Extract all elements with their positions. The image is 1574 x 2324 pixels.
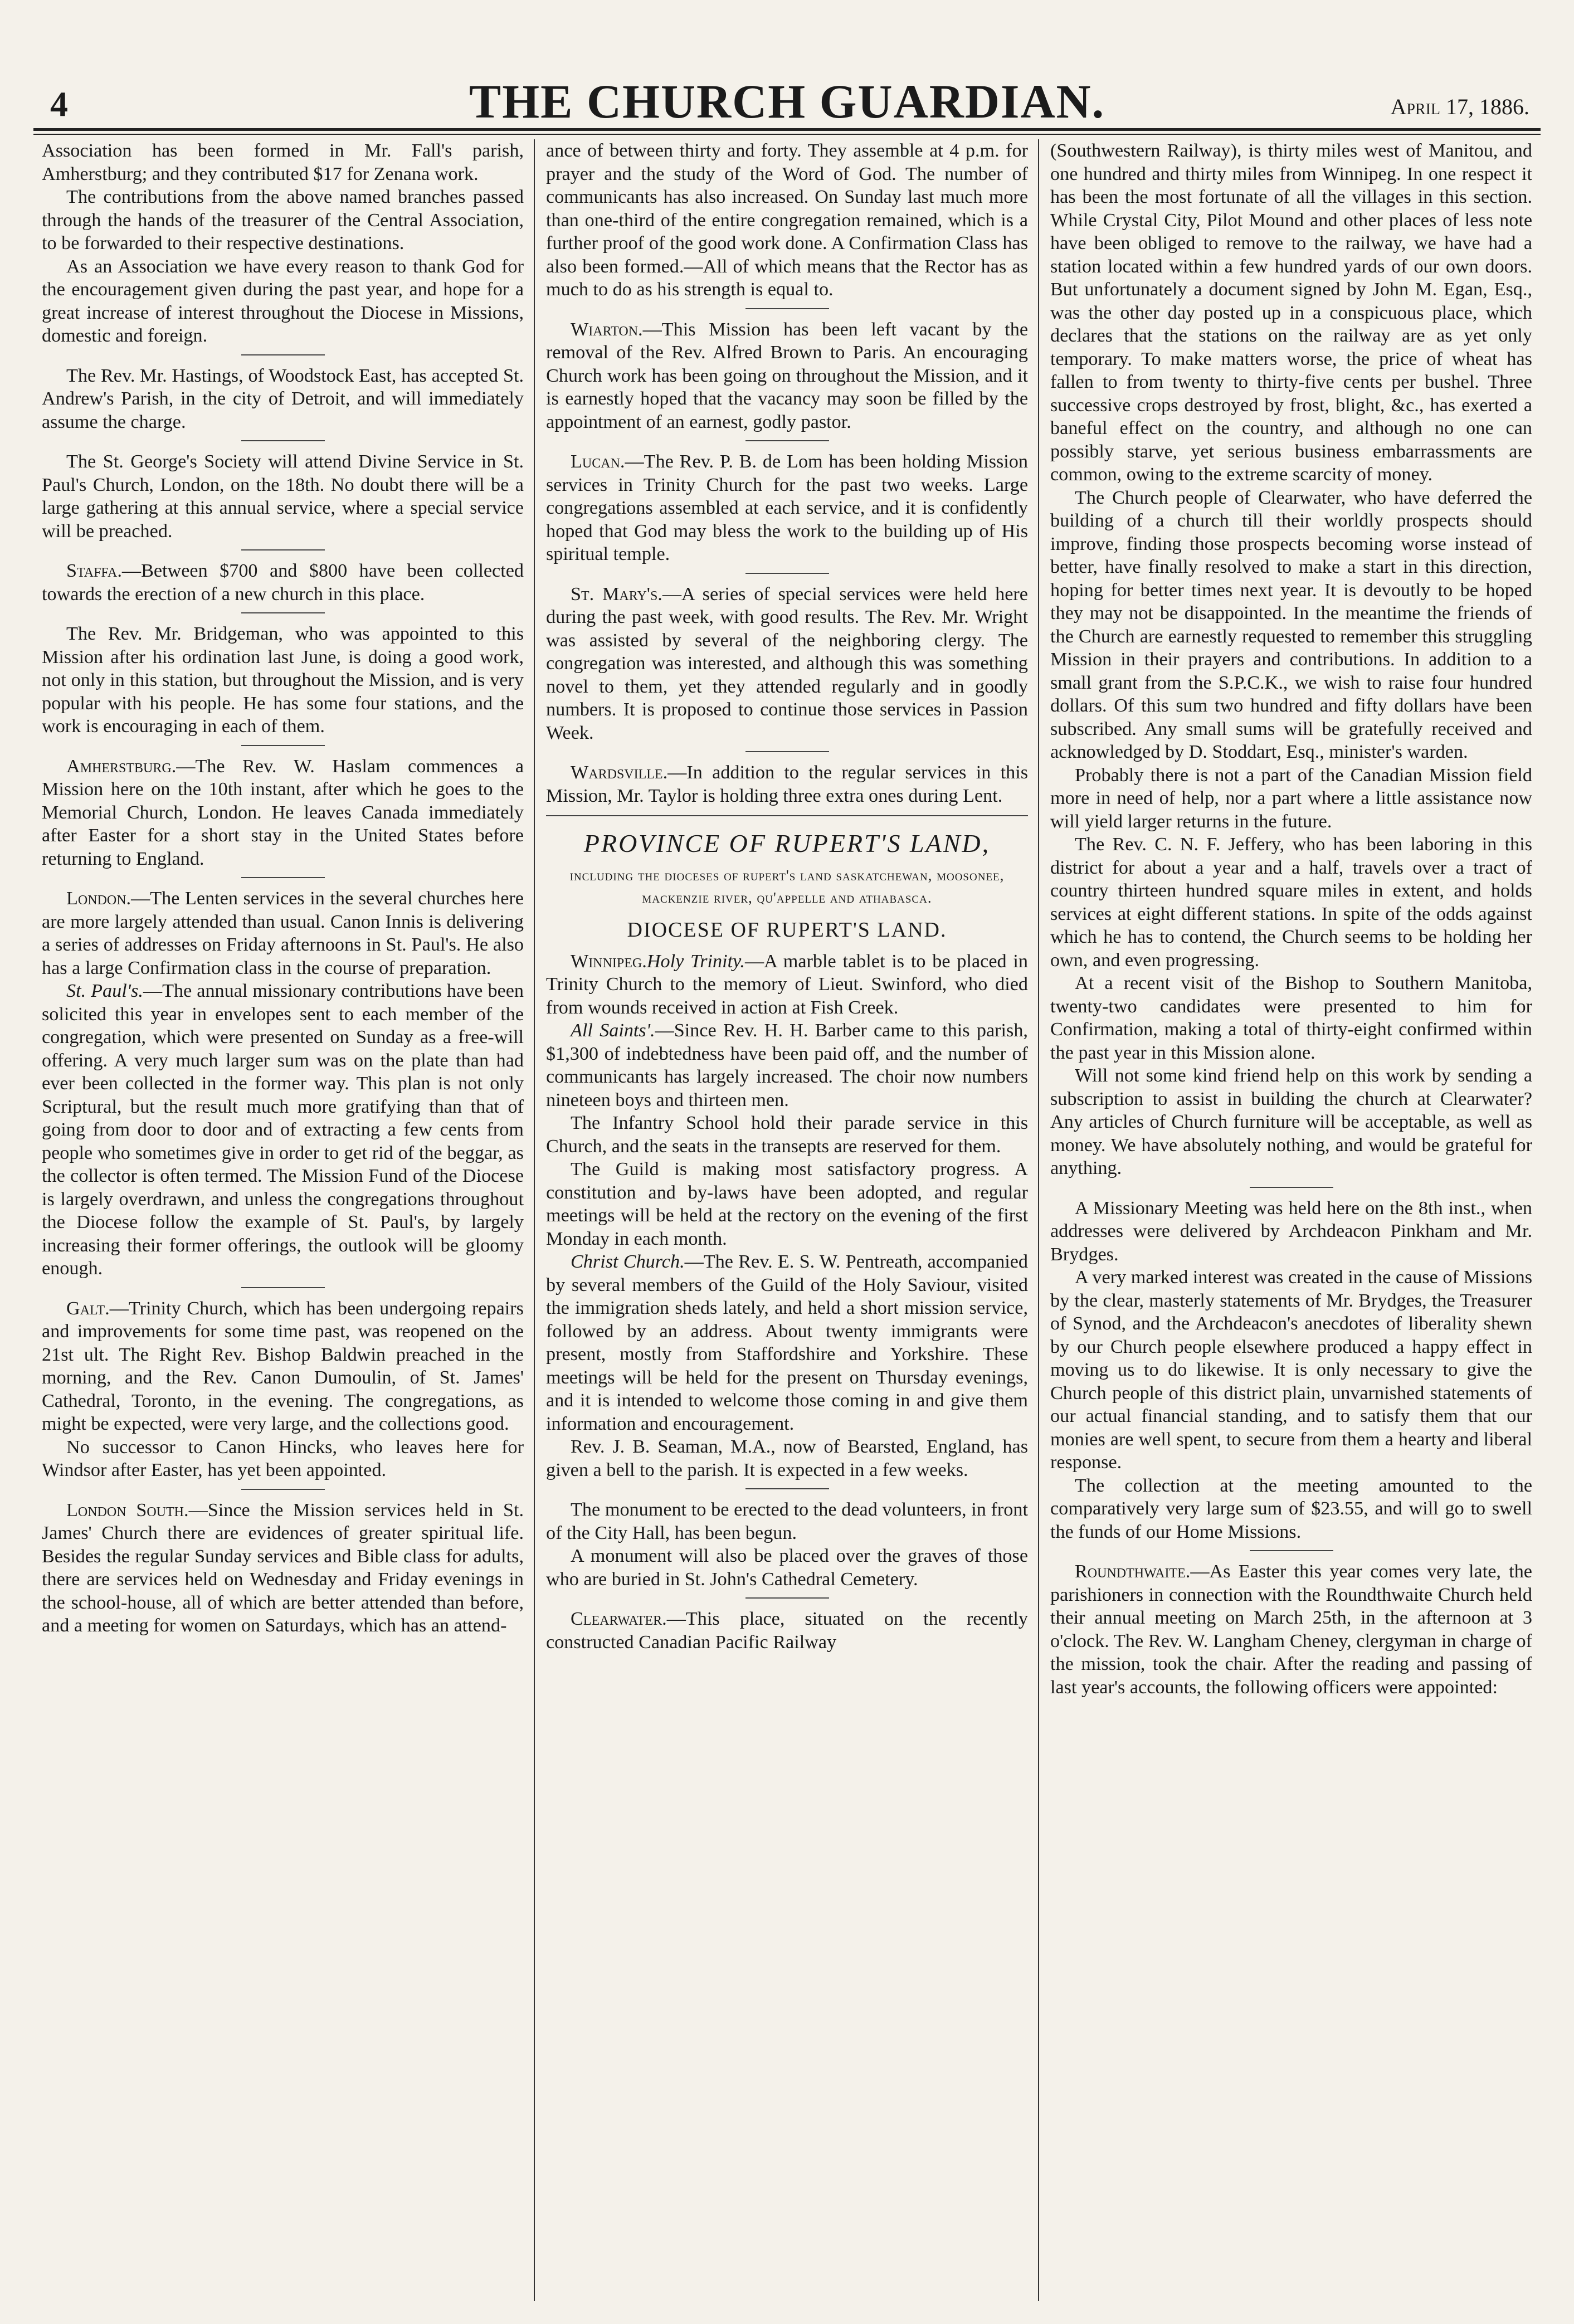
article-paragraph: [42, 1499, 524, 1638]
article-paragraph: [42, 450, 524, 543]
paragraph-text: —In addition to the regular services in this Mission, Mr. Taylor is holding three extra ones during Lent.: [546, 762, 1028, 806]
paragraph-separator: [745, 1488, 829, 1489]
article-paragraph: [546, 1250, 1028, 1435]
article-paragraph: [1050, 1266, 1532, 1474]
article-paragraph: [1050, 1064, 1532, 1180]
paragraph-text: The Rev. Mr. Bridgeman, who was appointed to this Mission after his ordination last June, is doing a good work, not only in this station, but throughout the Mission, and is very popular with his people. He has some four stations, and the work is encouraging in each of them.: [42, 623, 524, 737]
dateline: Galt.: [66, 1298, 110, 1319]
article-paragraph: [1050, 1197, 1532, 1266]
subheading: Holy Trinity.: [646, 951, 745, 972]
dateline: Wiarton.: [571, 319, 643, 340]
article-paragraph: [546, 1019, 1028, 1112]
paragraph-text: The Infantry School hold their parade service in this Church, and the seats in the transepts are reserved for them.: [546, 1113, 1028, 1157]
paragraph-text: —Since the Mission services held in St. James' Church there are evidences of greater spiritual life. Besides the regular Sunday services and Bible class for adults, there are services held on Wednesday and Friday evenings in the school-house, all of which are better attended than before, and a meeting for women on Saturdays, which has an attend-: [42, 1499, 524, 1636]
article-paragraph: [546, 1158, 1028, 1250]
paragraph-text: Will not some kind friend help on this work by sending a subscription to assist in building the church at Clearwater? Any articles of Church furniture will be acceptable, as well as money. We have absolutely nothing, and would be grateful for anything.: [1050, 1065, 1532, 1178]
article-paragraph: [42, 139, 524, 186]
paragraph-separator: [1250, 1187, 1333, 1188]
article-paragraph: [546, 450, 1028, 566]
article-paragraph: [546, 761, 1028, 807]
article-paragraph: [42, 1297, 524, 1436]
dateline: Clearwater.: [571, 1609, 667, 1629]
article-paragraph: [1050, 764, 1532, 834]
masthead: [33, 61, 1541, 131]
paragraph-text: (Southwestern Railway), is thirty miles west of Manitou, and one hundred and thirty miles from Winnipeg. In one respect it has been the most fortunate of all the villages in this section. While Crystal City, Pilot Mound and other places of less note have been obliged to remove to the railway, we have had a station located within a few hundred yards of our own doors. But unfortunately a document signed by John M. Egan, Esq., was the other day posted up in a conspicuous place, which declares that the stations on the railway are as yet only temporary. To make matters worse, the price of wheat has fallen to from twenty to thirty-five cents per bushel. Three successive crops destroyed by frost, blight, &c., has exerted a baneful effect on the country, and although no one can possibly starve, yet serious business embarrassments are common, owing to the extreme scarcity of money.: [1050, 140, 1532, 485]
paragraph-text: Association has been formed in Mr. Fall's parish, Amherstburg; and they contributed $17 for Zenana work.: [42, 140, 524, 184]
article-paragraph: [546, 1545, 1028, 1591]
article-paragraph: [42, 255, 524, 348]
paragraph-text: Rev. J. B. Seaman, M.A., now of Bearsted, England, has given a bell to the parish. It is expected in a few weeks.: [546, 1436, 1028, 1480]
article-paragraph: [546, 1607, 1028, 1654]
article-paragraph: [546, 950, 1028, 1020]
paragraph-separator: [745, 440, 829, 441]
article-paragraph: [42, 559, 524, 606]
paragraph-text: —This Mission has been left vacant by the removal of the Rev. Alfred Brown to Paris. An encouraging Church work has been going on throughout the Mission, and it is earnestly hoped that the vacancy may soon be filled by the appointment of an earnest, godly pastor.: [546, 319, 1028, 432]
paragraph-text: A very marked interest was created in the cause of Missions by the clear, masterly statements of Mr. Brydges, the Treasurer of Synod, and the Archdeacon's anecdotes of liberality shewn by our Church people elsewhere produced a happy effect in moving us to do likewise. It is only necessary to give the Church people of this district plain, unvarnished statements of our actual financial standing, and to satisfy them that our monies are well spent, to secure from them a hearty and liberal response.: [1050, 1267, 1532, 1473]
article-paragraph: [546, 1498, 1028, 1545]
column-1: [42, 139, 524, 2301]
article-paragraph: [42, 980, 524, 1280]
paragraph-text: A Missionary Meeting was held here on the 8th inst., when addresses were delivered by Archdeacon Pinkham and Mr. Brydges.: [1050, 1197, 1532, 1265]
subheading: Christ Church.: [571, 1251, 685, 1272]
newspaper-title: THE CHURCH GUARDIAN.: [469, 75, 1105, 128]
paragraph-text: —The Rev. P. B. de Lom has been holding Mission services in Trinity Church for the past two weeks. Large congregations assembled at each service, and it is confidently hoped that God may bless the work to the building up of His spiritual temple.: [546, 451, 1028, 564]
section-subheading: including the dioceses of rupert's land saskatchewan, moosonee, mackenzie river, qu'appelle and athabasca.: [569, 867, 1005, 906]
column-2: [546, 139, 1028, 2301]
paragraph-text: —This place, situated on the recently constructed Canadian Pacific Railway: [546, 1609, 1028, 1653]
paragraph-separator: [241, 1489, 325, 1490]
article-paragraph: [1050, 972, 1532, 1064]
paragraph-text: No successor to Canon Hincks, who leaves here for Windsor after Easter, has yet been appointed.: [42, 1436, 524, 1480]
column-2-top: [546, 139, 1028, 807]
article-paragraph: [42, 887, 524, 980]
subheading: St. Paul's.: [66, 981, 143, 1001]
dateline: Winnipeg.: [571, 951, 647, 972]
paragraph-text: —The Lenten services in the several churches here are more largely attended than usual. Canon Innis is delivering a series of addresses on Friday afternoons in St. Paul's. He also has a large Confirmation class in the course of preparation.: [42, 888, 524, 978]
article-paragraph: [42, 364, 524, 434]
article-columns: [42, 139, 1532, 2301]
paragraph-text: —A marble tablet is to be placed in Trinity Church to the memory of Lieut. Swinford, who died from wounds received in action at Fish Creek.: [546, 951, 1028, 1018]
article-paragraph: [42, 186, 524, 255]
article-paragraph: [1050, 833, 1532, 972]
article-paragraph: [42, 1436, 524, 1482]
dateline: Wardsville.: [571, 762, 668, 783]
paragraph-separator: [241, 354, 325, 355]
paragraph-separator: [241, 440, 325, 441]
dateline: London.: [66, 888, 131, 909]
column-3: [1050, 139, 1532, 2301]
section-heading: PROVINCE OF RUPERT'S LAND,: [583, 829, 991, 858]
paragraph-text: The St. George's Society will attend Divine Service in St. Paul's Church, London, on the 18th. No doubt there will be a large gathering at this annual service, where a special service will be preached.: [42, 451, 524, 542]
paragraph-text: The contributions from the above named branches passed through the hands of the treasurer of the Central Association, to be forwarded to their respective destinations.: [42, 187, 524, 254]
subheading: All Saints'.: [571, 1020, 655, 1041]
article-paragraph: [1050, 486, 1532, 764]
column-divider: [534, 139, 535, 2301]
paragraph-separator: [745, 573, 829, 574]
dateline: London South.: [66, 1499, 189, 1521]
article-paragraph: [546, 1435, 1028, 1482]
article-paragraph: [546, 583, 1028, 745]
paragraph-text: The Guild is making most satisfactory progress. A constitution and by-laws have been adopted, and regular meetings will be held at the rectory on the evening of the first Monday in each month.: [546, 1159, 1028, 1249]
paragraph-text: As an Association we have every reason to thank God for the encouragement given during the past year, and hope for a great increase of interest throughout the Diocese in Missions, domestic and foreign.: [42, 256, 524, 346]
paragraph-text: The Church people of Clearwater, who have deferred the building of a church till their worldly prospects should improve, finding those prospects becoming worse instead of better, have finally resolved to make a start in this direction, hoping for better times next year. It is devoutly to be hoped they may not be disappointed. In the meantime the friends of the Church are earnestly requested to remember this struggling Mission in their prayers and contributions. In addition to a small grant from the S.P.C.K., we wish to raise four hundred dollars. Of this sum two hundred and fifty dollars have been subscribed. Any small sums will be gratefully received and acknowledged by D. Stoddart, Esq., minister's warden.: [1050, 487, 1532, 762]
column-2-bottom: [546, 950, 1028, 1654]
paragraph-text: A monument will also be placed over the graves of those who are buried in St. John's Cathedral Cemetery.: [546, 1546, 1028, 1590]
article-paragraph: [546, 1112, 1028, 1158]
diocese-heading: DIOCESE OF RUPERT'S LAND.: [627, 918, 947, 942]
dateline: Roundthwaite.: [1075, 1561, 1191, 1582]
article-paragraph: [1050, 1560, 1532, 1699]
column-divider: [1038, 139, 1039, 2301]
issue-date: April 17, 1886.: [1390, 94, 1529, 119]
paragraph-text: At a recent visit of the Bishop to Southern Manitoba, twenty-two candidates were presented to him for Confirmation, making a total of thirty-eight confirmed within the past year in this Mission alone.: [1050, 973, 1532, 1063]
paragraph-text: —Trinity Church, which has been undergoing repairs and improvements for some time past, was reopened on the 21st ult. The Right Rev. Bishop Baldwin preached in the morning, and the Rev. Canon Dumoulin, of St. James' Cathedral, Toronto, in the evening. The congregations, as might be expected, were very large, and the collections good.: [42, 1298, 524, 1434]
paragraph-text: —A series of special services were held here during the past week, with good results. The Rev. Mr. Wright was assisted by several of the neighboring clergy. The congregation was interested, and although this was something novel to them, yet they attended regularly and in goodly numbers. It is proposed to continue those services in Passion Week.: [546, 583, 1028, 743]
paragraph-text: The Rev. C. N. F. Jeffery, who has been laboring in this district for about a year and a half, travels over a tract of country thirteen hundred square miles in extent, and holds services at eight different stations. In spite of the odds against which he has to contend, the Church seems to be holding her own, and even progressing.: [1050, 834, 1532, 971]
paragraph-text: —Between $700 and $800 have been collected towards the erection of a new church in this place.: [42, 561, 524, 605]
paragraph-text: —Since Rev. H. H. Barber came to this parish, $1,300 of indebtedness have been paid off, and the number of communicants has largely increased. The choir now numbers nineteen boys and thirteen men.: [546, 1020, 1028, 1110]
paragraph-text: —As Easter this year comes very late, the parishioners in connection with the Roundthwaite Church held their annual meeting on March 25th, in the afternoon at 3 o'clock. The Rev. W. Langham Cheney, clergyman in charge of the mission, took the chair. After the reading and passing of last year's accounts, the following officers were appointed:: [1050, 1561, 1532, 1698]
paragraph-text: Probably there is not a part of the Canadian Mission field more in need of help, nor a part where a little assistance now will yield larger returns in the future.: [1050, 764, 1532, 832]
paragraph-separator: [241, 1287, 325, 1288]
paragraph-text: —The Rev. E. S. W. Pentreath, accompanied by several members of the Guild of the Holy Saviour, visited the immigration sheds lately, and held a short mission service, followed by an address. About twenty immigrants were present, mostly from Staffordshire and Yorkshire. These meetings will be held for the present on Thursday evenings, and it is intended to welcome those coming in and give them information and encouragement.: [546, 1251, 1028, 1434]
article-paragraph: [42, 622, 524, 738]
paragraph-text: The Rev. Mr. Hastings, of Woodstock East, has accepted St. Andrew's Parish, in the city of Detroit, and will immediately assume the charge.: [42, 365, 524, 432]
paragraph-separator: [745, 751, 829, 752]
section-rule: [546, 815, 1028, 816]
dateline: Lucan.: [571, 451, 625, 472]
paragraph-separator: [745, 308, 829, 309]
header-rule: [33, 134, 1541, 135]
dateline: Amherstburg.: [66, 756, 177, 777]
paragraph-separator: [241, 612, 325, 613]
paragraph-separator: [1250, 1550, 1333, 1551]
dateline: St. Mary's.: [571, 583, 662, 605]
article-paragraph: [546, 139, 1028, 301]
paragraph-text: The collection at the meeting amounted to the comparatively very large sum of $23.55, and will go to swell the funds of our Home Missions.: [1050, 1475, 1532, 1542]
article-paragraph: [1050, 139, 1532, 486]
paragraph-text: —The Rev. W. Haslam commences a Mission here on the 10th instant, after which he goes to the Memorial Church, London. He leaves Canada immediately after Easter for a short stay in the United States before returning to England.: [42, 756, 524, 869]
article-paragraph: [546, 318, 1028, 434]
paragraph-separator: [241, 745, 325, 746]
page-number: 4: [50, 84, 68, 124]
article-paragraph: [42, 755, 524, 871]
article-paragraph: [1050, 1474, 1532, 1544]
paragraph-text: —The annual missionary contributions have been solicited this year in envelopes sent to each member of the congregation, which were presented on Sunday as a free-will offering. A very much larger sum was on the plate than had ever been collected in the former way. This plan is not only Scriptural, but the result much more gratifying than that of going from door to door and of extracting a few cents from people who sometimes give in order to get rid of the beggar, as the collector is often termed. The Mission Fund of the Diocese is largely overdrawn, and unless the congregations throughout the Diocese follow the example of St. Paul's, by largely increasing their former offerings, the outlook will be gloomy enough.: [42, 981, 524, 1279]
dateline: Staffa.: [66, 561, 122, 581]
paragraph-separator: [241, 549, 325, 550]
paragraph-text: ance of between thirty and forty. They assemble at 4 p.m. for prayer and the study of the Word of God. The number of communicants has also increased. On Sunday last much more than one-third of the entire congregation remained, which is a further proof of the good work done. A Confirmation Class has also been formed.—All of which means that the Rector has as much to do as his strength is equal to.: [546, 140, 1028, 300]
paragraph-text: The monument to be erected to the dead volunteers, in front of the City Hall, has been begun.: [546, 1499, 1028, 1543]
paragraph-separator: [745, 1597, 829, 1599]
paragraph-separator: [241, 877, 325, 878]
